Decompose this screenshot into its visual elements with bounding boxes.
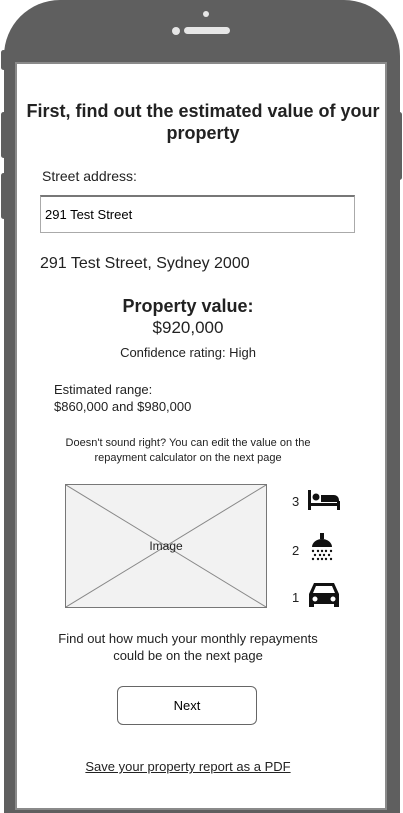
street-address-input[interactable] xyxy=(40,195,355,233)
mute-switch xyxy=(1,50,6,70)
edit-value-hint: Doesn't sound right? You can edit the value on the repayment calculator on the next page xyxy=(65,437,311,464)
front-camera xyxy=(172,27,180,35)
parking-count: 1 xyxy=(292,590,300,605)
phone-screen xyxy=(15,62,387,810)
image-placeholder-label: Image xyxy=(149,539,183,553)
volume-down-button xyxy=(1,173,6,219)
property-value-label: Property value: xyxy=(122,296,254,316)
repayments-prompt: Find out how much your monthly repayments could be on the next page xyxy=(58,631,318,663)
full-address: 291 Test Street, Sydney 2000 xyxy=(40,255,250,272)
street-address-label: Street address: xyxy=(42,168,137,184)
power-button xyxy=(397,112,402,180)
bed-icon xyxy=(307,488,341,512)
property-value: $920,000 xyxy=(152,318,224,337)
volume-up-button xyxy=(1,112,6,158)
sensor-dot xyxy=(203,11,209,17)
car-icon xyxy=(307,580,341,610)
bedrooms-count: 3 xyxy=(292,494,300,509)
save-pdf-link[interactable]: Save your property report as a PDF xyxy=(85,759,291,774)
shower-icon xyxy=(307,532,337,562)
page-title: First, find out the estimated value of your property xyxy=(26,101,380,143)
next-button[interactable]: Next xyxy=(117,686,257,725)
estimated-range-value: $860,000 and $980,000 xyxy=(54,399,192,414)
confidence-rating: Confidence rating: High xyxy=(120,345,256,360)
earpiece-speaker xyxy=(184,27,230,34)
estimated-range-label: Estimated range: xyxy=(54,382,153,397)
property-image-placeholder xyxy=(65,484,267,608)
bathrooms-count: 2 xyxy=(292,543,300,558)
